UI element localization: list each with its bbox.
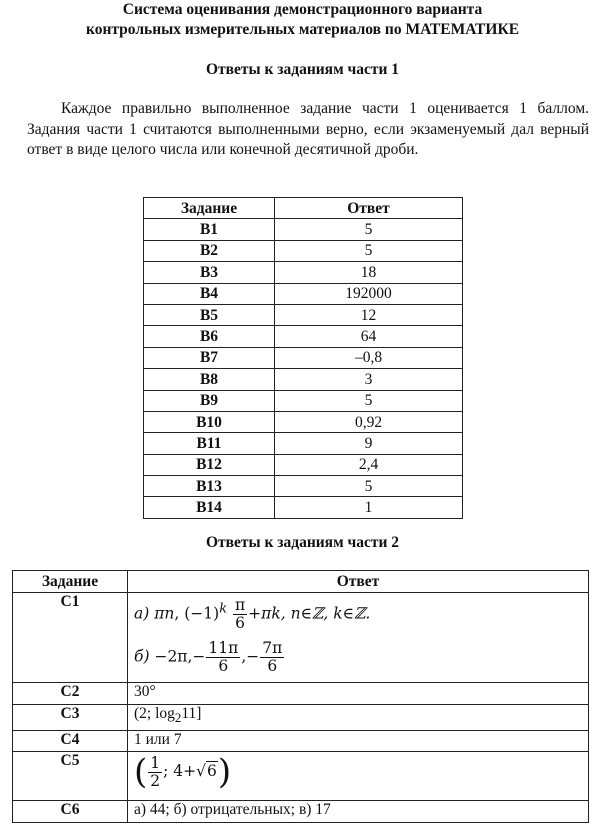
answer-cell: 5: [275, 390, 463, 411]
answer-cell: 5: [275, 219, 463, 240]
math-term: ; 4+: [163, 762, 197, 780]
document-title-line1: Система оценивания демонстрационного варианта: [122, 1, 483, 18]
answer-cell: а) 44; б) отрицательных; в) 17: [128, 801, 589, 823]
answer-cell: –0,8: [275, 347, 463, 368]
task-cell: B6: [144, 326, 275, 347]
task-cell: B12: [144, 454, 275, 475]
task-cell: B7: [144, 347, 275, 368]
answer-cell: 30°: [128, 683, 589, 705]
table-row: [144, 347, 463, 368]
c1-answer-a: [134, 597, 588, 632]
part1-table-body: [144, 219, 463, 518]
fraction-denominator: 6: [218, 657, 229, 675]
table-row: [144, 326, 463, 347]
task-cell: B3: [144, 262, 275, 283]
task-cell: B2: [144, 240, 275, 261]
task-cell: B11: [144, 433, 275, 454]
answer-cell: [128, 705, 589, 731]
table-row: [144, 497, 463, 518]
task-cell: B13: [144, 476, 275, 497]
math-fraction: [233, 597, 247, 632]
table-row: [13, 705, 589, 731]
math-fraction: [206, 640, 240, 675]
fraction-numerator: 11π: [208, 639, 239, 657]
math-exponent: k: [219, 601, 228, 617]
math-subscript: 2: [174, 710, 182, 726]
sqrt-argument: 6: [207, 762, 217, 780]
answer-b-label: б): [134, 647, 150, 666]
answer-cell: 3: [275, 369, 463, 390]
fraction-denominator: 6: [235, 614, 246, 632]
document-title-line2: контрольных измерительных материалов по МАТЕМАТИКЕ: [85, 21, 520, 38]
math-term: πn: [154, 604, 175, 623]
table-row: [13, 731, 589, 752]
math-term: 11]: [181, 705, 202, 722]
answer-cell: 1: [275, 497, 463, 518]
answer-cell: 9: [275, 433, 463, 454]
math-fraction: [260, 640, 284, 675]
c1-answer-b: [134, 640, 588, 675]
column-header-answer: Ответ: [128, 571, 589, 593]
math-term: ,−: [241, 647, 260, 666]
math-term: −2π,−: [154, 647, 206, 666]
close-paren: ): [217, 752, 232, 792]
fraction-numerator: π: [234, 596, 246, 614]
table-header-row: [144, 198, 463, 219]
math-term: , (−1): [174, 604, 220, 623]
answer-cell: 192000: [275, 283, 463, 304]
task-cell: C6: [13, 801, 128, 823]
table-row: [144, 433, 463, 454]
column-header-task: Задание: [13, 571, 128, 593]
answer-cell: 5: [275, 240, 463, 261]
table-row: [13, 683, 589, 705]
task-cell: B4: [144, 283, 275, 304]
table-row: [144, 304, 463, 325]
task-cell: C4: [13, 731, 128, 752]
table-row: [13, 752, 589, 801]
answer-cell: 18: [275, 262, 463, 283]
column-header-task: Задание: [144, 198, 275, 219]
task-cell: C3: [13, 705, 128, 731]
part1-answers-table: [143, 197, 463, 519]
table-row: [144, 219, 463, 240]
table-row: [144, 454, 463, 475]
open-paren: (: [134, 752, 148, 792]
answer-cell: 5: [275, 476, 463, 497]
table-row: [144, 240, 463, 261]
table-row: [13, 593, 589, 683]
table-row: [144, 283, 463, 304]
task-cell: C5: [13, 752, 128, 801]
table-row: [144, 411, 463, 432]
part2-answers-table: [12, 570, 589, 823]
column-header-answer: Ответ: [275, 198, 463, 219]
answer-cell: 64: [275, 326, 463, 347]
answer-cell: 0,92: [275, 411, 463, 432]
math-fraction: [148, 755, 162, 790]
task-cell: B8: [144, 369, 275, 390]
math-term: (2; log: [134, 705, 175, 722]
task-cell: B14: [144, 497, 275, 518]
answer-cell: 12: [275, 304, 463, 325]
table-row: [144, 369, 463, 390]
task-cell: B10: [144, 411, 275, 432]
task-cell: C1: [13, 593, 128, 683]
table-header-row: [13, 571, 589, 593]
answer-cell: [128, 593, 589, 683]
part2-heading: Ответы к заданиям части 2: [205, 534, 400, 551]
table-row: [144, 390, 463, 411]
answer-a-label: а): [134, 604, 150, 623]
part1-heading: Ответы к заданиям части 1: [205, 61, 400, 78]
answer-cell: 1 или 7: [128, 731, 589, 752]
task-cell: B9: [144, 390, 275, 411]
fraction-numerator: 7π: [262, 639, 283, 657]
task-cell: C2: [13, 683, 128, 705]
table-row: [144, 262, 463, 283]
fraction-denominator: 6: [267, 657, 278, 675]
math-term: , n∈ℤ, k∈ℤ.: [280, 604, 371, 623]
fraction-denominator: 2: [150, 771, 161, 790]
table-row: [13, 801, 589, 823]
table-row: [144, 476, 463, 497]
answer-cell: ( $\frac{1}{2}$ ; 4+√6): [128, 752, 589, 801]
task-cell: B1: [144, 219, 275, 240]
fraction-numerator: 1: [150, 753, 161, 772]
task-cell: B5: [144, 304, 275, 325]
part1-intro-paragraph: Каждое правильно выполненное задание части 1 оценивается 1 баллом. Задания части 1 считаются выполненными верно, если экзаменуемый дал верный ответ в виде целого числа или конечной десятичной дроби.: [27, 100, 589, 158]
answer-cell: 2,4: [275, 454, 463, 475]
math-term: +πk: [248, 604, 281, 623]
